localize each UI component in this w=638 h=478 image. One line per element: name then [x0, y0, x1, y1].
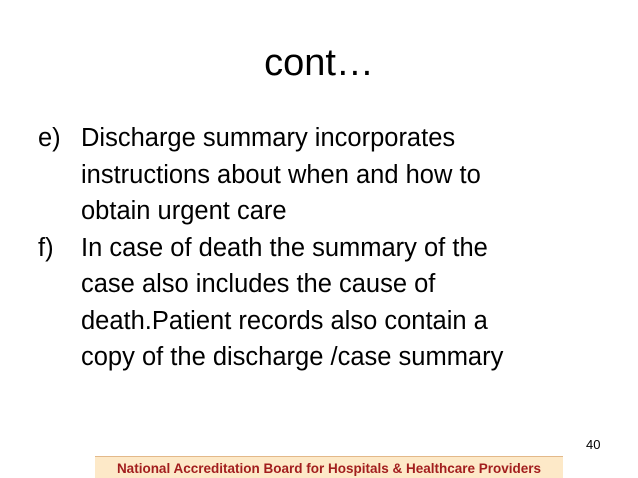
- list-marker: e): [38, 124, 61, 152]
- slide-title: cont…: [264, 42, 374, 84]
- list-item-text: [81, 230, 503, 376]
- footer-bar: [95, 456, 563, 478]
- text-line: In case of death the summary of the: [81, 233, 488, 262]
- page-number: 40: [586, 437, 601, 452]
- text-line: obtain urgent care: [81, 197, 287, 225]
- bullet-list: [38, 120, 618, 376]
- list-item-f: [38, 230, 618, 376]
- text-line: Discharge summary incorporates: [81, 124, 456, 152]
- text-line: case also includes the cause of: [81, 270, 436, 298]
- text-line: instructions about when and how to: [81, 160, 481, 189]
- text-line: death.Patient records also contain a: [81, 306, 488, 335]
- list-marker: f): [38, 233, 54, 262]
- list-item-text: [81, 120, 481, 230]
- text-line: copy of the discharge /case summary: [81, 343, 504, 371]
- list-item-e: [38, 120, 618, 230]
- footer-text: National Accreditation Board for Hospitals & Healthcare Providers: [116, 461, 542, 476]
